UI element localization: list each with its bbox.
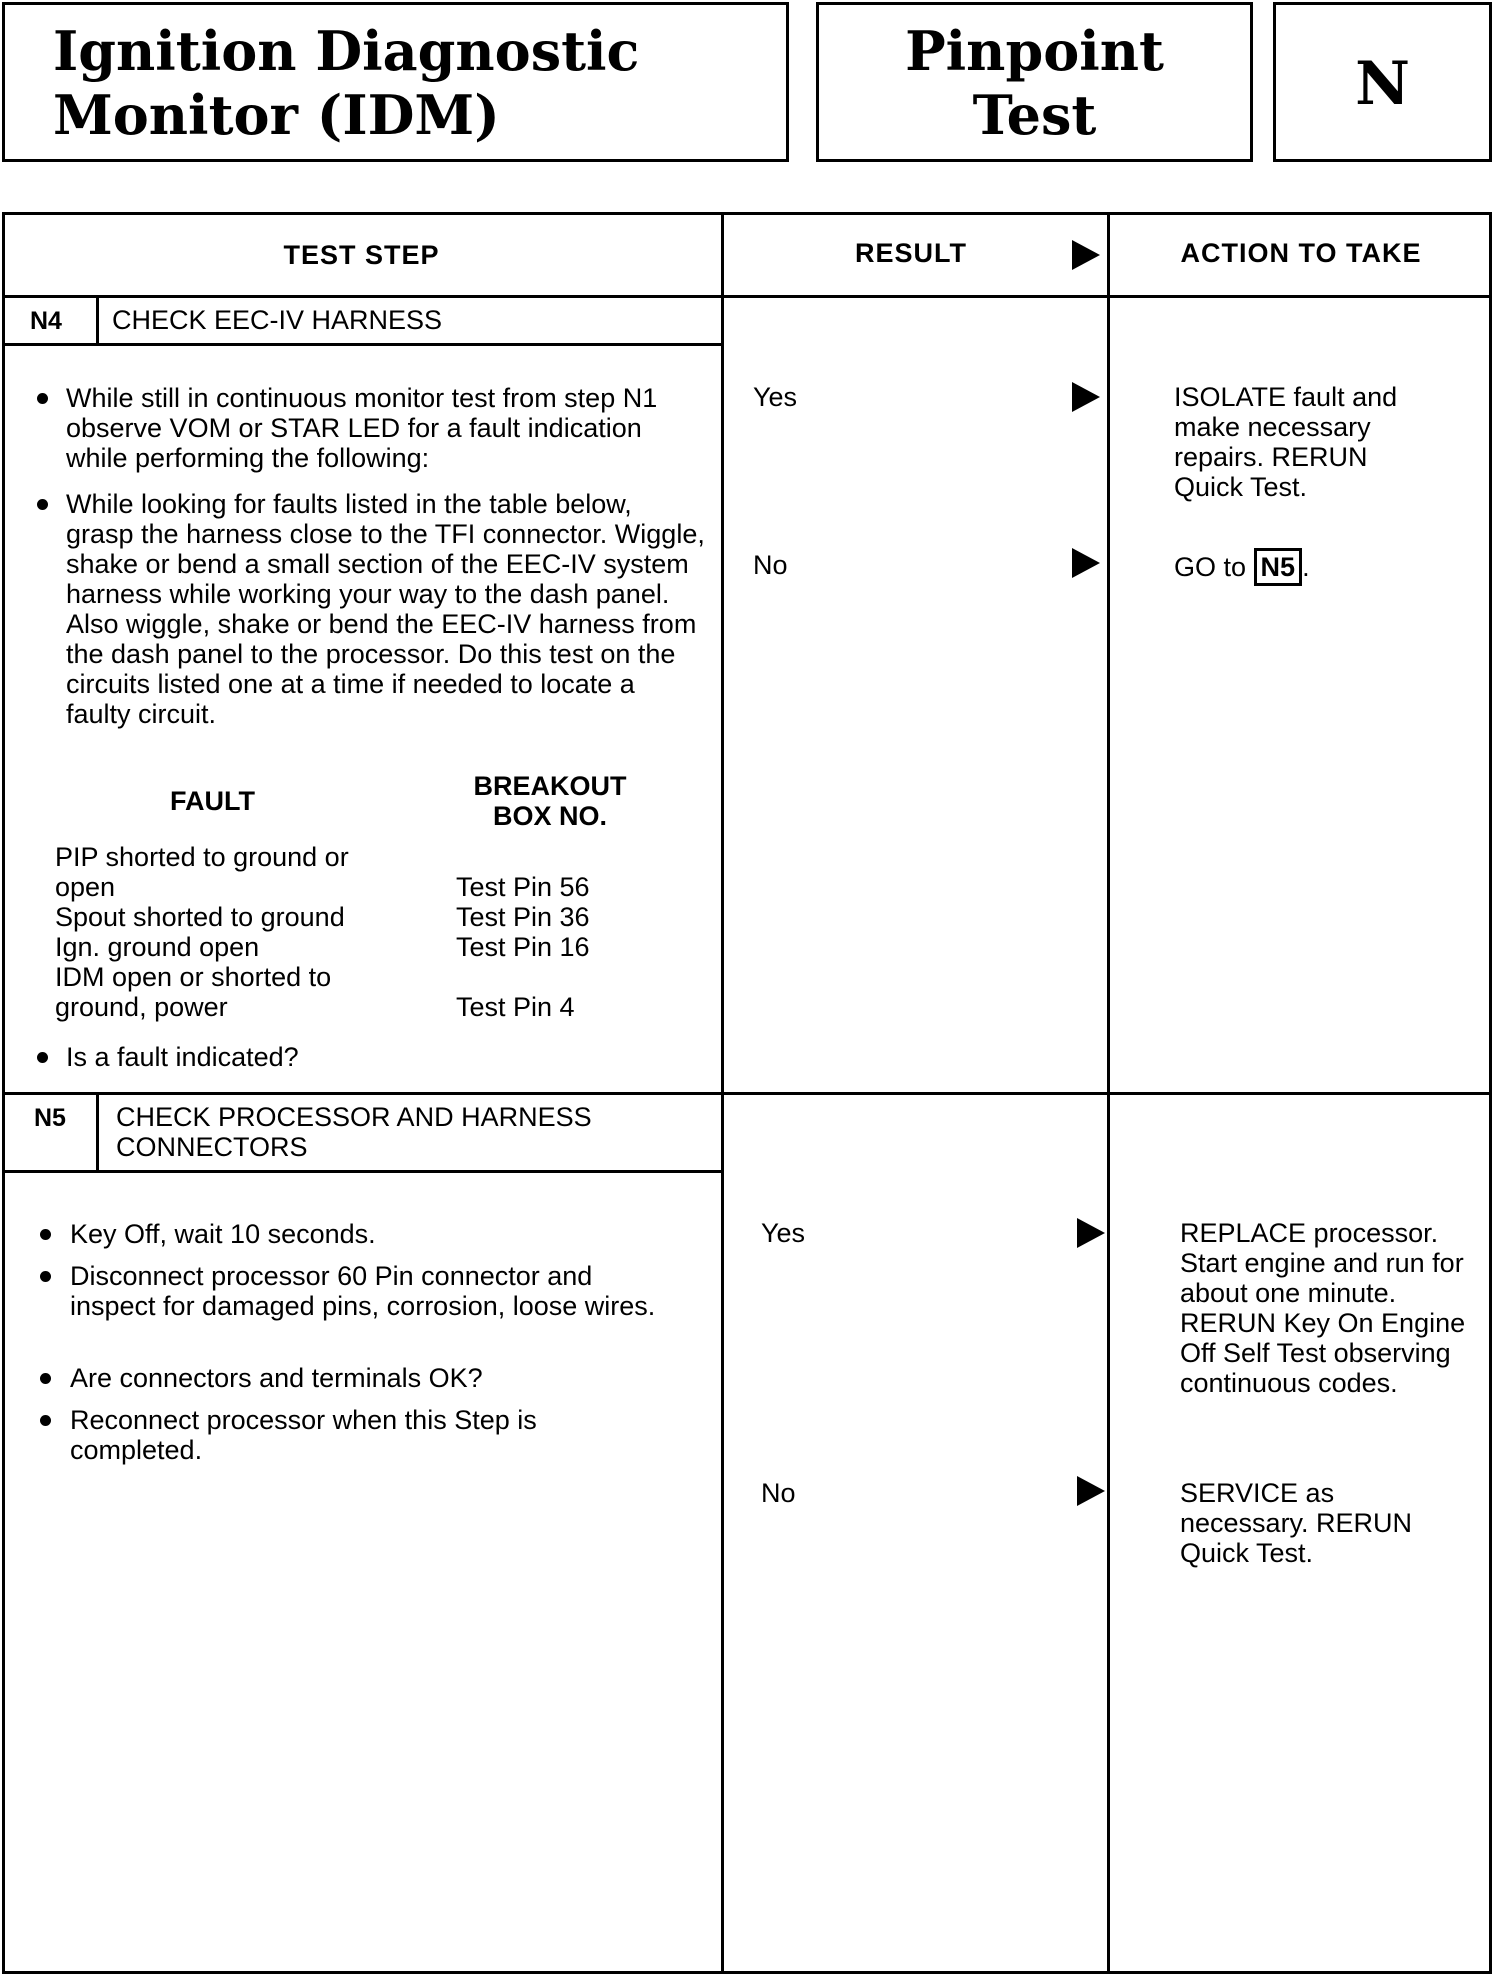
test-letter-box [1273, 2, 1492, 162]
n4-id-divider [96, 295, 99, 346]
n5-step-title: CHECK PROCESSOR AND HARNESS CONNECTORS [116, 1102, 592, 1162]
n4-result-no: No [753, 550, 788, 580]
n5-question: Are connectors and terminals OK? [70, 1363, 483, 1393]
title-line-1: Ignition Diagnostic [53, 19, 640, 83]
n5-action-yes: REPLACE processor. Start engine and run for about one minute. RERUN Key On Engine Off Self Test observing continuous codes. [1180, 1218, 1466, 1398]
fault-row-2-pin: Test Pin 36 [456, 902, 590, 932]
fault-row-3-fault: Ign. ground open [55, 932, 260, 962]
n5-instruction-2: Disconnect processor 60 Pin connector and inspect for damaged pins, corrosion, loose wires. [70, 1261, 656, 1321]
fault-row-2-fault: Spout shorted to ground [55, 902, 345, 932]
n5-step-id: N5 [34, 1104, 66, 1132]
test-type-line-1: Pinpoint [905, 19, 1164, 83]
breakout-header-line-1: BREAKOUT [473, 771, 627, 801]
n4-instruction-2: While looking for faults listed in the table below, grasp the harness close to the TFI connector. Wiggle, shake or bend a small section of the EEC-IV system harness while working your way to the dash panel. Also wiggle, shake or bend the EEC-IV harness from the dash panel to the processor. Do this test on the circuits listed one at a time if needed to locate a faulty circuit. [66, 489, 705, 729]
bullet-icon [40, 1415, 51, 1426]
n4-step-id: N4 [30, 307, 62, 335]
bullet-icon [40, 1271, 51, 1282]
result-header-arrow-icon [1072, 240, 1100, 270]
breakout-header-line-2: BOX NO. [492, 801, 607, 831]
n5-no-arrow-icon [1077, 1476, 1105, 1506]
n4-action-no [1174, 548, 1310, 586]
bullet-icon [37, 499, 48, 510]
n5-result-yes: Yes [761, 1218, 806, 1248]
bullet-icon [40, 1373, 51, 1384]
test-type-box [816, 2, 1253, 162]
page-title [53, 19, 639, 147]
n4-step-title: CHECK EEC-IV HARNESS [112, 305, 443, 335]
title-line-2: Monitor (IDM) [53, 83, 500, 147]
n4-instruction-1: While still in continuous monitor test from step N1 observe VOM or STAR LED for a fault indication while performing the following: [66, 383, 658, 473]
test-letter: N [1355, 49, 1410, 119]
fault-col-header: FAULT [170, 786, 255, 816]
n5-instruction-4: Reconnect processor when this Step is completed. [70, 1405, 537, 1465]
step-separator [2, 1092, 1492, 1095]
n4-no-arrow-icon [1072, 548, 1100, 578]
n4-yes-arrow-icon [1072, 382, 1100, 412]
header-row-divider [2, 295, 1492, 298]
bullet-icon [37, 1052, 48, 1063]
n5-step-link[interactable]: N5 [1254, 548, 1303, 586]
fault-row-3-pin: Test Pin 16 [456, 932, 590, 962]
fault-row-4-pin: Test Pin 4 [456, 992, 575, 1022]
n5-header-bottom [2, 1170, 722, 1173]
n5-action-no: SERVICE as necessary. RERUN Quick Test. [1180, 1478, 1413, 1568]
n5-yes-arrow-icon [1077, 1218, 1105, 1248]
breakout-col-header [450, 771, 650, 831]
title-box [2, 2, 789, 162]
bullet-icon [37, 393, 48, 404]
n5-result-no: No [761, 1478, 796, 1508]
fault-row-4-fault: IDM open or shorted to ground, power [55, 962, 332, 1022]
test-type-line-2: Test [972, 83, 1097, 147]
n4-action-no-prefix: GO to [1174, 552, 1247, 582]
n4-result-yes: Yes [753, 382, 798, 412]
n5-id-divider [96, 1092, 99, 1173]
test-type [819, 19, 1250, 147]
bullet-icon [40, 1229, 51, 1240]
n4-question: Is a fault indicated? [66, 1042, 299, 1072]
col-action: ACTION TO TAKE [1180, 238, 1422, 268]
fault-row-1-fault: PIP shorted to ground or open [55, 842, 349, 902]
col-result: RESULT [855, 238, 967, 268]
n4-action-yes: ISOLATE fault and make necessary repairs. RERUN Quick Test. [1174, 382, 1398, 502]
n5-instruction-1: Key Off, wait 10 seconds. [70, 1219, 376, 1249]
n4-header-bottom [2, 343, 722, 346]
fault-row-1-pin: Test Pin 56 [456, 872, 590, 902]
col-test-step: TEST STEP [283, 240, 440, 270]
n4-action-no-suffix: . [1302, 552, 1310, 582]
